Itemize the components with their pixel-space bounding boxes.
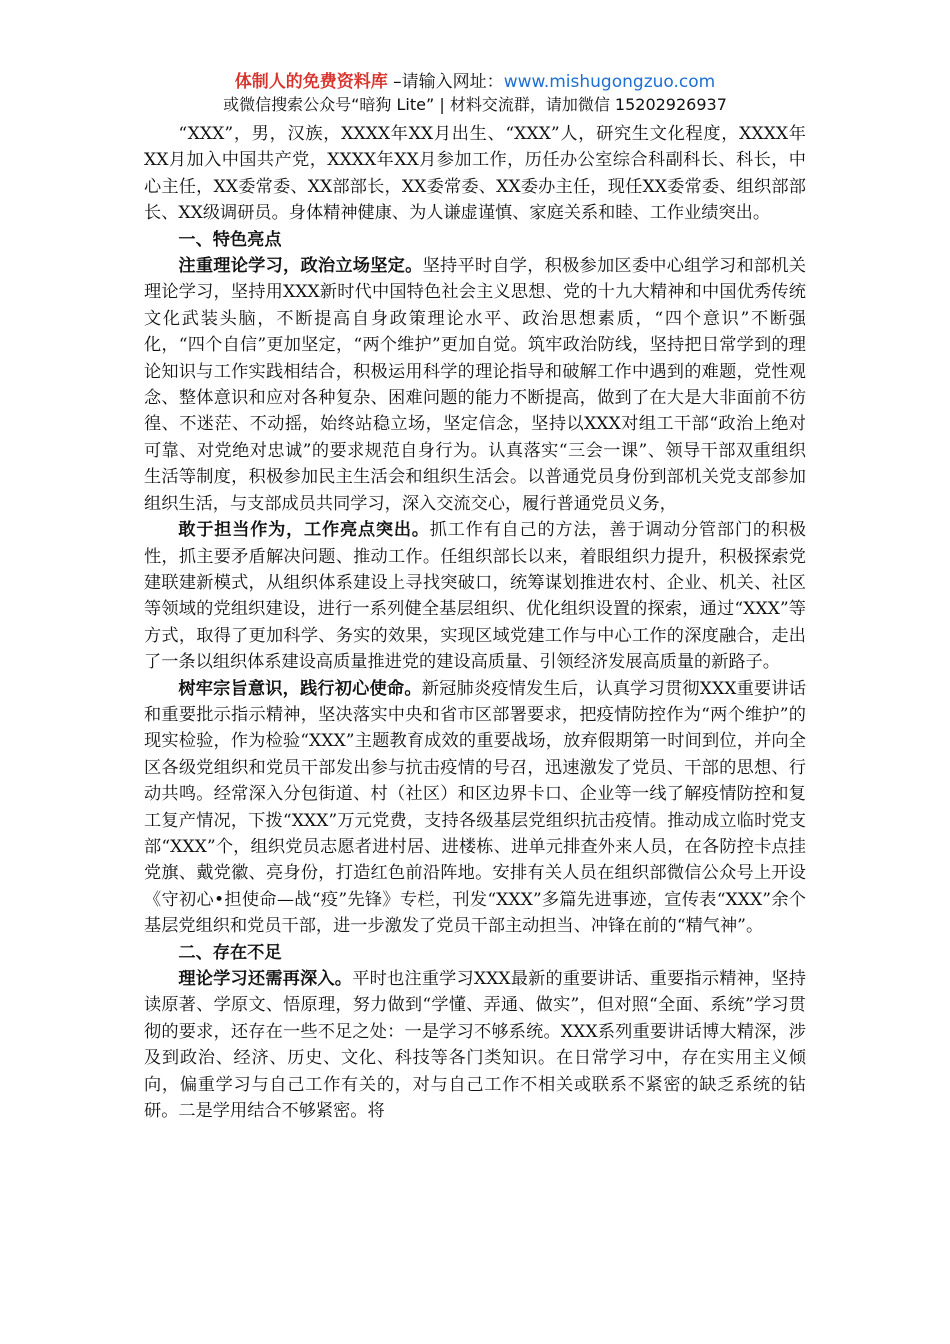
header-wechat-line: 或微信搜索公众号“暗狗 Lite” | 材料交流群，请加微信 15202926937 xyxy=(223,95,727,114)
paragraph-theory-deepen xyxy=(144,966,806,1124)
header-url-link[interactable]: www.mishugongzuo.com xyxy=(503,72,716,92)
section-heading-shortcomings: 二、存在不足 xyxy=(178,942,282,963)
header-brand: 体制人的免费资料库 xyxy=(234,72,388,92)
paragraph-lead: 理论学习还需再深入。 xyxy=(178,969,353,989)
paragraph-text: 坚持平时自学，积极参加区委中心组学习和部机关理论学习，坚持用XXX新时代中国特色社会主义思想、党的十九大精神和中国优秀传统文化武装头脑，不断提高自身政策理论水平、政治思想素质，“四个意识”不断强化，“四个自信”更加坚定，“两个维护”更加自觉。筑牢政治防线，坚持把日常学到的理论知识与工作实践相结合，积极运用科学的理论指导和破解工作中遇到的难题，党性观念、整体意识和应对各种复杂、困难问题的能力不断提高，做到了在大是大非面前不彷徨、不迷茫、不动摇，始终站稳立场，坚定信念，坚持以XXX对组工干部“政治上绝对可靠、对党绝对忠诚”的要求规范自身行为。认真落实“三会一课”、领导干部双重组织生活等制度，积极参加民主生活会和组织生活会。以普通党员身份到部机关党支部参加组织生活，与支部成员共同学习，深入交流交心，履行普通党员义务， xyxy=(144,256,806,514)
header-banner xyxy=(0,70,950,94)
paragraph-responsibility xyxy=(144,517,806,675)
intro-paragraph: “XXX”，男，汉族，XXXX年XX月出生、“XXX”人，研究生文化程度，XXXX年XX月加入中国共产党，XXXX年XX月参加工作，历任办公室综合科副科长、科长，中心主任，XX委常委、XX部部长，XX委常委、XX委办主任，现任XX委常委、组织部部长、XX级调研员。身体精神健康、为人谦虚谨慎、家庭关系和睦、工作业绩突出。 xyxy=(144,124,806,224)
paragraph-text: 平时也注重学习XXX最新的重要讲话、重要指示精神，坚持读原著、学原文、悟原理，努力做到“学懂、弄通、做实”，但对照“全面、系统”学习贯彻的要求，还存在一些不足之处：一是学习不够系统。XXX系列重要讲话博大精深，涉及到政治、经济、历史、文化、科技等各门类知识。在日常学习中，存在实用主义倾向，偏重学习与自己工作有关的，对与自己工作不相关或联系不紧密的缺乏系统的钻研。二是学用结合不够紧密。将 xyxy=(144,969,806,1122)
paragraph-lead: 树牢宗旨意识，践行初心使命。 xyxy=(178,678,422,699)
paragraph-text: 新冠肺炎疫情发生后，认真学习贯彻XXX重要讲话和重要批示指示精神，坚决落实中央和省市区部署要求，把疫情防控作为“两个维护”的现实检验，作为检验“XXX”主题教育成效的重要战场，放弃假期第一时间到位，并向全区各级党组织和党员干部发出参与抗击疫情的号召，迅速激发了党员、干部的思想、行动共鸣。经常深入分包街道、村（社区）和区边界卡口、企业等一线了解疫情防控和复工复产情况，下拨“XXX”万元党费，支持各级基层党组织抗击疫情。推动成立临时党支部“XXX”个，组织党员志愿者进村居、进楼栋、进单元排查外来人员，在各防控卡点挂党旗、戴党徽、亮身份，打造红色前沿阵地。安排有关人员在组织部微信公众号上开设《守初心•担使命—战“疫”先锋》专栏，刊发“XXX”多篇先进事迹，宣传表“XXX”余个基层党组织和党员干部，进一步激发了党员干部主动担当、冲锋在前的“精气神”。 xyxy=(144,678,806,937)
document-body xyxy=(144,121,806,1124)
paragraph-theory-study xyxy=(144,253,806,517)
paragraph-lead: 注重理论学习，政治立场坚定。 xyxy=(178,256,423,277)
section-heading-highlights: 一、特色亮点 xyxy=(178,229,282,250)
header-prompt: –请输入网址： xyxy=(387,72,504,92)
paragraph-lead: 敢于担当作为，工作亮点突出。 xyxy=(178,520,430,541)
paragraph-mission xyxy=(144,676,806,940)
paragraph-text: 抓工作有自己的方法，善于调动分管部门的积极性，抓主要矛盾解决问题、推动工作。任组织部长以来，着眼组织力提升，积极探索党建联建新模式，从组织体系建设上寻找突破口，统筹谋划推进农村、企业、机关、社区等领域的党组织建设，进行一系列健全基层组织、优化组织设置的探索，通过“XXX”等方式，取得了更加科学、务实的效果，实现区域党建工作与中心工作的深度融合，走出了一条以组织体系建设高质量推进党的建设高质量、引领经济发展高质量的新路子。 xyxy=(144,520,806,673)
